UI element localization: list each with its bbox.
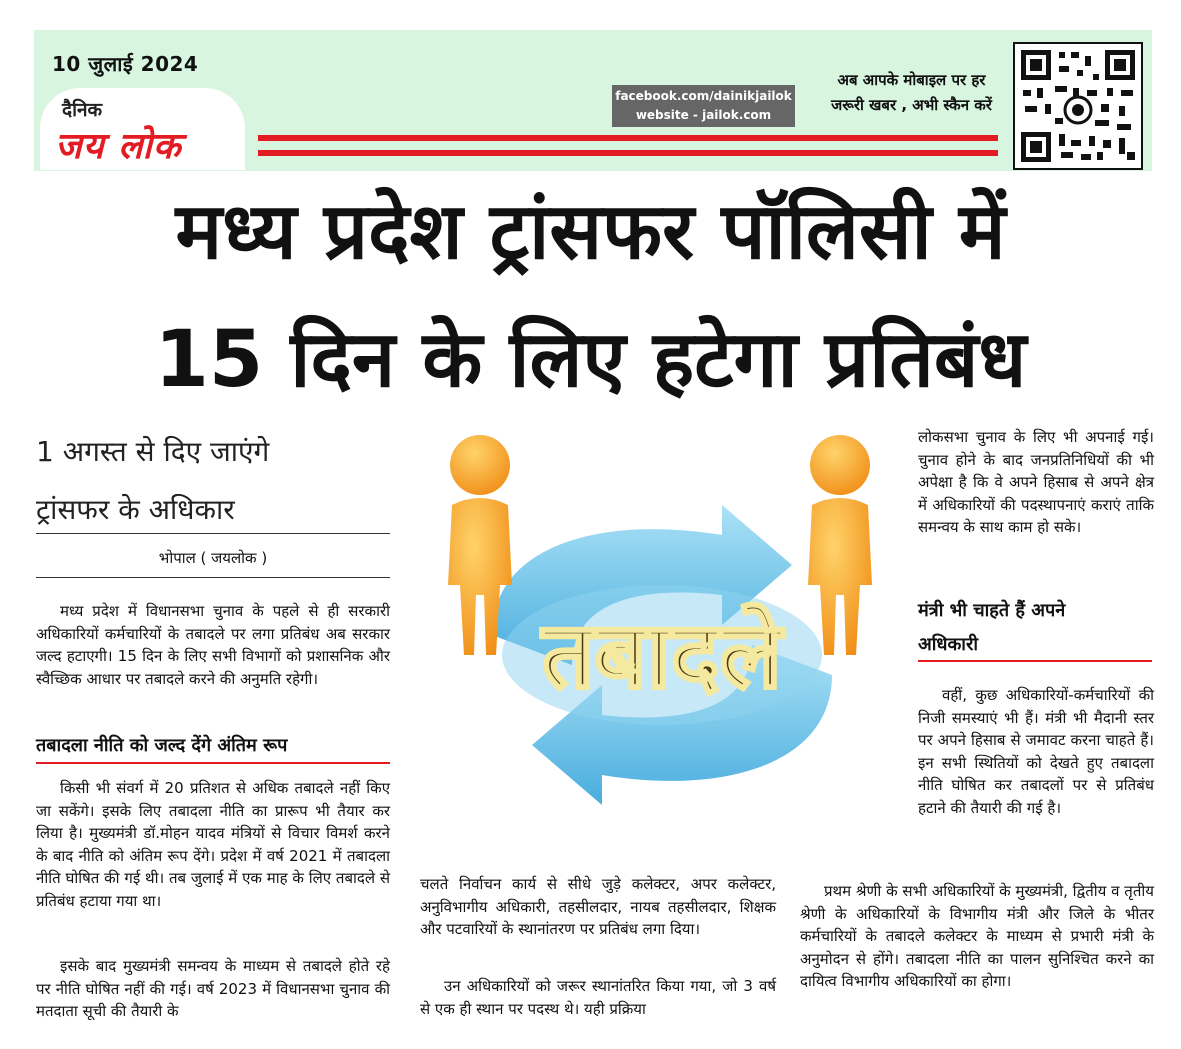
section-heading-line-1: मंत्री भी चाहते हैं अपने (918, 600, 1066, 621)
masthead-red-line-2 (258, 150, 998, 156)
section-heading: तबादला नीति को जल्द देंगे अंतिम रूप (36, 735, 288, 756)
headline-line-2: 15 दिन के लिए हटेगा प्रतिबंध (154, 315, 1027, 405)
logo-text: जय लोक (55, 126, 182, 167)
article-paragraph: चलते निर्वाचन कार्य से सीधे जुड़े कलेक्टर, अपर कलेक्टर, अनुविभागीय अधिकारी, तहसीलदार, नायब तहसीलदार, शिक्षक और पटवारियों के स्थानांतरण पर प्रतिबंध लगा दिया। (420, 875, 776, 938)
article-paragraph: लोकसभा चुनाव के लिए भी अपनाई गई। चुनाव होने के बाद जनप्रतिनिधियों की भी अपेक्षा है कि वे अपने हिसाब से अपने क्षेत्र में अधिकारियों की पदस्थापनाएं कराएं ताकि समन्वय के साथ काम हो सके। (918, 428, 1154, 536)
article-paragraph: मध्य प्रदेश में विधानसभा चुनाव के पहले से ही सरकारी अधिकारियों कर्मचारियों के तबादले पर लगा प्रतिबंध अब सरकार जल्द हटाएगी। 15 दिन के लिए सभी विभागों को प्रशासनिक और स्वैच्छिक आधार पर तबादले करने की अनुमति रहेगी। (36, 602, 390, 688)
image-label: तबादले (541, 602, 783, 709)
section-underline (918, 660, 1152, 662)
article-paragraph: उन अधिकारियों को जरूर स्थानांतरित किया गया, जो 3 वर्ष से एक ही स्थान पर पदस्थ थे। यही प्रक्रिया (420, 977, 776, 1018)
section-heading-line-2: अधिकारी (918, 634, 978, 655)
divider (36, 577, 390, 578)
promo-line-1: अब आपके मोबाइल पर हर (837, 71, 986, 89)
section-heading (918, 597, 1158, 659)
article-paragraph: प्रथम श्रेणी के सभी अधिकारियों के मुख्यमंत्री, द्वितीय व तृतीय श्रेणी के अधिकारियों के विभागीय मंत्री और जिले के भीतर कर्मचारियों के तबादले कलेक्टर के माध्यम से प्रभारी मंत्री के अनुमोदन से होंगे। तबादला नीति का पालन सुनिश्चित करने का दायित्व विभागीय अधिकारियों का होगा। (800, 882, 1154, 990)
dateline: भोपाल ( जयलोक ) (158, 549, 268, 567)
transfer-illustration (422, 425, 902, 865)
headline-line-1: मध्य प्रदेश ट्रांसफर पॉलिसी में (175, 187, 1006, 277)
subheadline-line-2: ट्रांसफर के अधिकार (36, 493, 235, 526)
scan-promo (814, 68, 1009, 118)
website-link[interactable]: website - jailok.com (635, 108, 772, 122)
article-paragraph: वहीं, कुछ अधिकारियों-कर्मचारियों की निजी समस्याएं भी हैं। मंत्री भी मैदानी स्तर पर अपने हिसाब से जमावट करना चाहते हैं। इन सभी स्थितियों को देखते हुए तबादला नीति घोषित कर तबादलों पर से प्रतिबंध हटाने की तैयारी की गई है। (918, 686, 1154, 817)
section-underline (36, 762, 390, 764)
social-box (612, 85, 795, 127)
article-paragraph: किसी भी संवर्ग में 20 प्रतिशत से अधिक तबादले नहीं किए जा सकेंगे। इसके लिए तबादला नीति का प्रारूप भी तैयार कर लिया है। मुख्यमंत्री डॉ.मोहन यादव मंत्रियों से विचार विमर्श करने के बाद नीति को अंतिम रूप देंगे। प्रदेश में वर्ष 2021 में तबादला नीति घोषित की गई थी। तब जुलाई में एक माह के लिए तबादले से प्रतिबंध हटाया गया था। (36, 779, 390, 910)
subheadline-line-1: 1 अगस्त से दिए जाएंगे (36, 435, 270, 468)
logo-top-text: दैनिक (62, 99, 103, 121)
divider (36, 533, 390, 534)
masthead-red-line-1 (258, 135, 998, 141)
issue-date: 10 जुलाई 2024 (52, 52, 199, 76)
promo-line-2: जरूरी खबर , अभी स्कैन करें (831, 96, 992, 114)
article-paragraph: इसके बाद मुख्यमंत्री समन्वय के माध्यम से तबादले होते रहे पर नीति घोषित नहीं की गई। वर्ष 2023 में विधानसभा चुनाव की मतदाता सूची की तैयारी के (36, 957, 390, 1020)
facebook-link[interactable]: facebook.com/dainikjailok (615, 89, 792, 103)
qr-code-icon[interactable] (1013, 42, 1143, 170)
